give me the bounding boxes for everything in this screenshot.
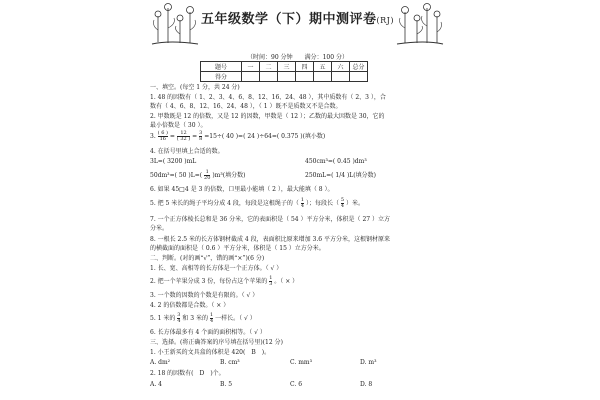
judge-line: 2. 把一个苹果分成 3 份，每份占这个苹果的 $\frac{1}{3}$ 。（ × ） bbox=[150, 275, 299, 287]
fraction: $\frac{3}{4}$ bbox=[177, 312, 181, 324]
exam-meta: （时间：90 分钟 满分：100 分） bbox=[247, 54, 348, 61]
question-line: 4. 在括号里填上合适的数。 bbox=[150, 148, 224, 155]
score-header-cell: 一 bbox=[242, 62, 260, 72]
conversion-right: 450cm³=( 0.45 )dm³ bbox=[305, 158, 367, 165]
question-line: 的横截面的面积是（ 0.6 ）平方分米，体积是（ 15 ）立方分米。 bbox=[150, 245, 325, 252]
section-heading-choice: 三、选择。(将正确答案的序号填在括号里)(12 分) bbox=[150, 339, 283, 346]
choice-option: A. 4 bbox=[150, 381, 162, 388]
section-heading-fill: 一、填空。(每空 1 分，共 24 分) bbox=[150, 84, 240, 91]
question-3-line: 3. $\frac{( 6 )}{16}$ = $\frac{12}{( 32 )}$ = $\frac{3}{8}$ =15÷( 40 )=( 24 )÷64=( 0.375 )(填小数) bbox=[150, 130, 326, 142]
exam-sheet bbox=[150, 0, 445, 400]
choice-option: A. dm² bbox=[150, 359, 171, 366]
choice-option: D. 8 bbox=[360, 381, 373, 388]
score-cell bbox=[278, 72, 296, 82]
choice-question: 2. 18 的因数有( D )个。 bbox=[150, 370, 225, 377]
score-table-score-row bbox=[201, 72, 368, 82]
score-row-label: 得分 bbox=[201, 72, 242, 82]
flower-decoration-right bbox=[395, 2, 445, 46]
judge-line: 5. 1 米的 $\frac{3}{4}$ 和 3 米的 $\frac{1}{4}$ 一样长。（ √ ） bbox=[150, 312, 256, 324]
conversion-right: 250mL=( 1/4 )L(填分数) bbox=[305, 172, 376, 179]
fraction: $\frac{1}{4}$ bbox=[209, 312, 214, 324]
score-cell bbox=[314, 72, 332, 82]
fraction: $\frac{5}{4}$ bbox=[340, 197, 345, 209]
fraction: $\frac{3}{8}$ bbox=[199, 130, 203, 142]
question-line: 数有（ 4、6、8、12、16、24、48 ），（ 1 ）既不是质数又不是合数。 bbox=[150, 103, 342, 110]
score-table bbox=[200, 61, 368, 82]
judge-line: 3. 一个数的因数的个数是有限的。（ √ ） bbox=[150, 292, 259, 299]
question-line: 6. 如果 45□4 是 3 的倍数，口里最小能填（ 2 ），最大能填（ 8 ）。 bbox=[150, 186, 334, 193]
fraction: $\frac{12}{( 32 )}$ bbox=[176, 130, 191, 142]
fraction: $\frac{1}{4}$ bbox=[300, 197, 305, 209]
score-header-cell: 题号 bbox=[201, 62, 242, 72]
score-header-cell: 六 bbox=[332, 62, 350, 72]
score-cell bbox=[260, 72, 278, 82]
choice-question: 1. 小王新买的文具盒的体积是 420( B )。 bbox=[150, 349, 271, 356]
choice-option: C. 6 bbox=[290, 381, 303, 388]
question-line: 7. 一个正方体棱长总和是 36 分米，它的表面积是（ 54 ）平方分米，体积是（ 27 ）立方 bbox=[150, 216, 390, 223]
flower-decoration-left bbox=[150, 2, 200, 46]
score-cell bbox=[296, 72, 314, 82]
question-line: 分米。 bbox=[150, 225, 169, 232]
question-line: 2. 甲数既是 12 的倍数，又是 12 的因数，甲数是（ 12 ）；乙数的最大因数是 30，它的 bbox=[150, 113, 385, 120]
fraction: $\frac{1}{20}$ bbox=[204, 169, 211, 181]
judge-line: 6. 长方体最多有 4 个面的面积相等。（ √ ） bbox=[150, 329, 266, 336]
choice-option: B. cm³ bbox=[220, 359, 240, 366]
choice-option: C. mm³ bbox=[290, 359, 312, 366]
conversion-left: 3L=( 3200 )mL bbox=[150, 158, 197, 165]
choice-option: D. m³ bbox=[360, 359, 377, 366]
score-cell bbox=[350, 72, 368, 82]
fraction: $\frac{1}{3}$ bbox=[269, 275, 273, 287]
score-header-cell: 二 bbox=[260, 62, 278, 72]
section-heading-judge: 二、判断。(对的画“√”，错的画“×”)(6 分) bbox=[150, 255, 265, 262]
score-table-header-row bbox=[201, 62, 368, 72]
question-line: 最小倍数是（ 30 ）。 bbox=[150, 122, 207, 129]
score-cell bbox=[332, 72, 350, 82]
conversion-left: 50dm³=( 50 )L=( $\frac{1}{20}$ )m³(填分数) bbox=[150, 169, 246, 181]
score-header-cell: 总分 bbox=[350, 62, 368, 72]
score-header-cell: 三 bbox=[278, 62, 296, 72]
choice-option: B. 5 bbox=[220, 381, 233, 388]
page-title: 五年级数学（下）期中测评卷(RJ) bbox=[201, 12, 394, 27]
question-5-line: 5. 把 5 米长的绳子平均分成 4 段，每段是这根绳子的（ $\frac{1}{4}$ ）；每段长（ $\frac{5}{4}$ ）米。 bbox=[150, 197, 364, 209]
judge-line: 4. 2 的倍数都是合数。（ × ） bbox=[150, 302, 230, 309]
score-header-cell: 四 bbox=[296, 62, 314, 72]
question-line: 8. 一根长 2.5 米的长方体钢材截成 4 段，表面积比原来增加 3.6 平方分米，这根钢材原来 bbox=[150, 236, 390, 243]
score-header-cell: 五 bbox=[314, 62, 332, 72]
fraction: $\frac{( 6 )}{16}$ bbox=[157, 130, 168, 142]
question-line: 1. 48 的因数有（ 1、2、3、4、6、8、12、16、24、48 ），其中质数有（ 2、3 ），合 bbox=[150, 94, 386, 101]
judge-line: 1. 长、宽、高相等的长方体是一个正方体。（ √ ） bbox=[150, 265, 283, 272]
score-cell bbox=[242, 72, 260, 82]
